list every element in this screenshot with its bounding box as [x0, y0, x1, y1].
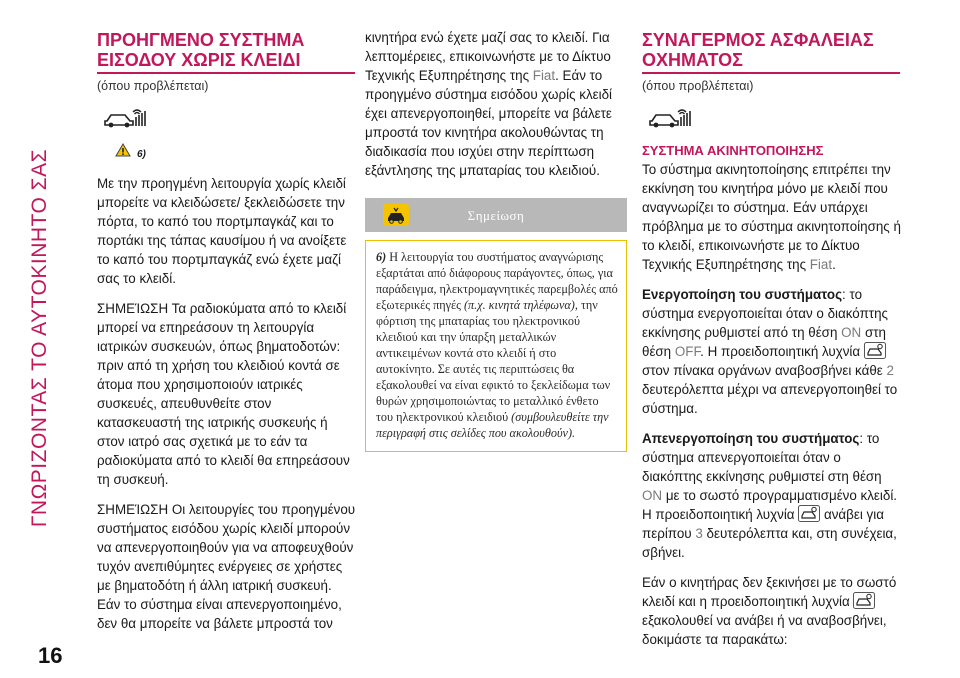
section-title-line1: ΠΡΟΗΓΜΕΝΟ ΣΥΣΤΗΜΑ: [97, 30, 305, 50]
text-run: Το σύστημα ακινητοποίησης επιτρέπει την εκκίνηση του κινητήρα μόνο με κλειδί που αναγνωρίζει το σύστημα. Εάν υπάρχει πρόβλημα με το σύστημα ακινητοποίησης ή το κλειδί, επικοινωνήστε με το Δίκτυο Τεχνικής Εξυπηρέτησης της: [642, 162, 901, 272]
key-position: ON: [841, 325, 862, 340]
section-title-alarm: [642, 30, 902, 70]
note-box-body: [365, 240, 627, 452]
footnote-marker: 6): [137, 149, 146, 160]
chapter-title-vertical: [18, 18, 62, 658]
text-run: δευτερόλεπτα μέχρι να απενεργοποιηθεί το σύστημα.: [642, 382, 898, 416]
text-run: . Εάν το προηγμένο σύστημα εισόδου χωρίς κλειδί έχει απενεργοποιηθεί, μπορείτε να βάλετε μπροστά τον κινητήρα ακολουθώντας τη διαδικασία που ισχύει στην περίπτωση εξάντλησης της μπαταρίας του κλειδιού.: [365, 68, 613, 178]
section-rule: [642, 72, 900, 74]
text-run: στον πίνακα οργάνων αναβοσβήνει κάθε: [642, 363, 887, 378]
note-title: Σημείωση: [467, 207, 525, 223]
car-wifi-icon: [648, 106, 692, 128]
number-value: 3: [695, 526, 703, 541]
paragraph: [365, 28, 625, 180]
car-warning-icon: [383, 204, 409, 226]
footnote-reference: [115, 143, 357, 164]
paragraph: ΣΗΜΕΊΩΣΗ Οι λειτουργίες του προηγμένου συστήματος εισόδου χωρίς κλειδί μπορούν να απενεργοποιηθούν για να αποφευχθούν τυχόν ανεπιθύμητες ενέργειες σε χρήστες με βηματοδότη ή άλλη ιατρική συσκευή. Εάν το σύστημα είναι απενεργοποιημένο, δεν θα μπορείτε να βάλετε μπροστά τον: [97, 502, 356, 631]
number-value: 2: [886, 363, 894, 378]
section-title-line2: ΟΧΗΜΑΤΟΣ: [642, 50, 743, 70]
column-2: [365, 28, 625, 452]
text-run: ανάβει για περίπου: [642, 507, 884, 541]
chapter-title-text: ΓΝΩΡΙΖΟΝΤΑΣ ΤΟ ΑΥΤΟΚΙΝΗΤΟ ΣΑΣ: [28, 148, 51, 528]
paragraph: [642, 573, 902, 649]
column-1: [97, 30, 357, 644]
text-run: δευτερόλεπτα και, στη συνέχεια, σβήνει.: [642, 526, 897, 560]
note-text: (π.χ. κινητά τηλέφωνα): [464, 298, 575, 312]
text-run: . Η προειδοποιητική λυχνία: [700, 344, 864, 359]
immobilizer-lamp-icon: [798, 505, 820, 522]
text-run: : το σύστημα ενεργοποιείται όταν ο διακόπτης εκκίνησης ρυθμιστεί από τη θέση: [642, 287, 888, 340]
bold-lead: Ενεργοποίηση του συστήματος: [642, 287, 843, 302]
note-text: Η λειτουργία του συστήματος αναγνώρισης εξαρτάται από διάφορους παράγοντες, όπως, για παράδειγμα, ηλεκτρομαγνητικές παρεμβολές από εξωτερικές πηγές: [376, 250, 618, 312]
key-position: ON: [642, 488, 663, 503]
text-run: στη θέση: [642, 325, 886, 359]
text-run: Εάν ο κινητήρας δεν ξεκινήσει με το σωστό κλειδί και η προειδοποιητική λυχνία: [642, 575, 897, 609]
availability-note: (όπου προβλέπεται): [642, 79, 754, 93]
warning-triangle-icon: [115, 143, 131, 157]
text-run: .: [832, 257, 836, 272]
paragraph: ΣΗΜΕΊΩΣΗ Τα ραδιοκύματα από το κλειδί μπορεί να επηρεάσουν τη λειτουργία ιατρικών συσκευών, όπως βηματοδοτών: πριν από τη χρήση του κλειδιού κοντά σε άτομα που χρησιμοποιούν ιατρικές συσκευές, απευθυνθείτε στον κατασκευαστή της ιατρικής συσκευής ή στον ιατρό σας σχετικά με το εάν τα ραδιοκύματα από το κλειδί θα επηρεάσουν τη συσκευή.: [97, 301, 350, 487]
note-text: (συμβουλευθείτε την περιγραφή στις σελίδες που ακολουθούν).: [376, 410, 609, 440]
availability-note: (όπου προβλέπεται): [97, 79, 209, 93]
section-title-line1: ΣΥΝΑΓΕΡΜΟΣ ΑΣΦΑΛΕΙΑΣ: [642, 30, 874, 50]
text-run: εξακολουθεί να ανάβει ή να αναβοσβήνει, δοκιμάστε τα παρακάτω:: [642, 613, 887, 647]
car-wifi-icon: [103, 106, 147, 128]
section-title-keyless: [97, 30, 357, 70]
bold-lead: Απενεργοποίηση του συστήματος: [642, 431, 860, 446]
note-box-header: [365, 198, 627, 232]
note-text: , την φόρτιση της μπαταρίας του ηλεκτρονικού κλειδιού και την ύπαρξη μεταλλικών αντικειμένων κοντά στο κλειδί ή στο αυτοκίνητο. Σε αυτές τις περιπτώσεις θα εξακολουθεί να είναι εφικτό το ξεκλείδωμα των θυρών χρησιμοποιώντας το μεταλλικό ένθετο του ηλεκτρονικού κλειδιού: [376, 298, 611, 424]
immobilizer-lamp-icon: [853, 592, 875, 609]
paragraph: Με την προηγμένη λειτουργία χωρίς κλειδί μπορείτε να κλειδώσετε/ ξεκλειδώσετε την πόρτα, το καπό του πορτμπαγκάζ και το πορτάκι της τάπας καυσίμου ή να ανοίξετε το καπό του πορτμπαγκάζ ενώ έχετε μαζί σας το κλειδί.: [97, 176, 347, 286]
page-number: 16: [38, 643, 63, 668]
text-run: με το σωστό προγραμματισμένο κλειδί. Η προειδοποιητική λυχνία: [642, 488, 898, 522]
immobilizer-lamp-icon: [864, 342, 886, 359]
note-marker: 6): [376, 250, 387, 264]
column-3: [642, 30, 902, 660]
paragraph: [642, 429, 902, 562]
text-run: κινητήρα ενώ έχετε μαζί σας το κλειδί. Για λεπτομέρειες, επικοινωνήστε με το Δίκτυο Τεχνικής Εξυπηρέτησης της: [365, 30, 611, 83]
paragraph: [642, 160, 902, 274]
brand-name: Fiat: [809, 257, 833, 272]
paragraph: [642, 285, 902, 418]
brand-name: Fiat: [532, 68, 556, 83]
section-rule: [97, 72, 355, 74]
sub-heading: ΣΥΣΤΗΜΑ ΑΚΙΝΗΤΟΠΟΙΗΣΗΣ: [642, 143, 824, 158]
section-title-line2: ΕΙΣΟΔΟΥ ΧΩΡΙΣ ΚΛΕΙΔΙ: [97, 50, 301, 70]
text-run: : το σύστημα απενεργοποιείται όταν ο διακόπτης εκκίνησης ρυθμιστεί στη θέση: [642, 431, 882, 484]
key-position: OFF: [674, 344, 701, 359]
